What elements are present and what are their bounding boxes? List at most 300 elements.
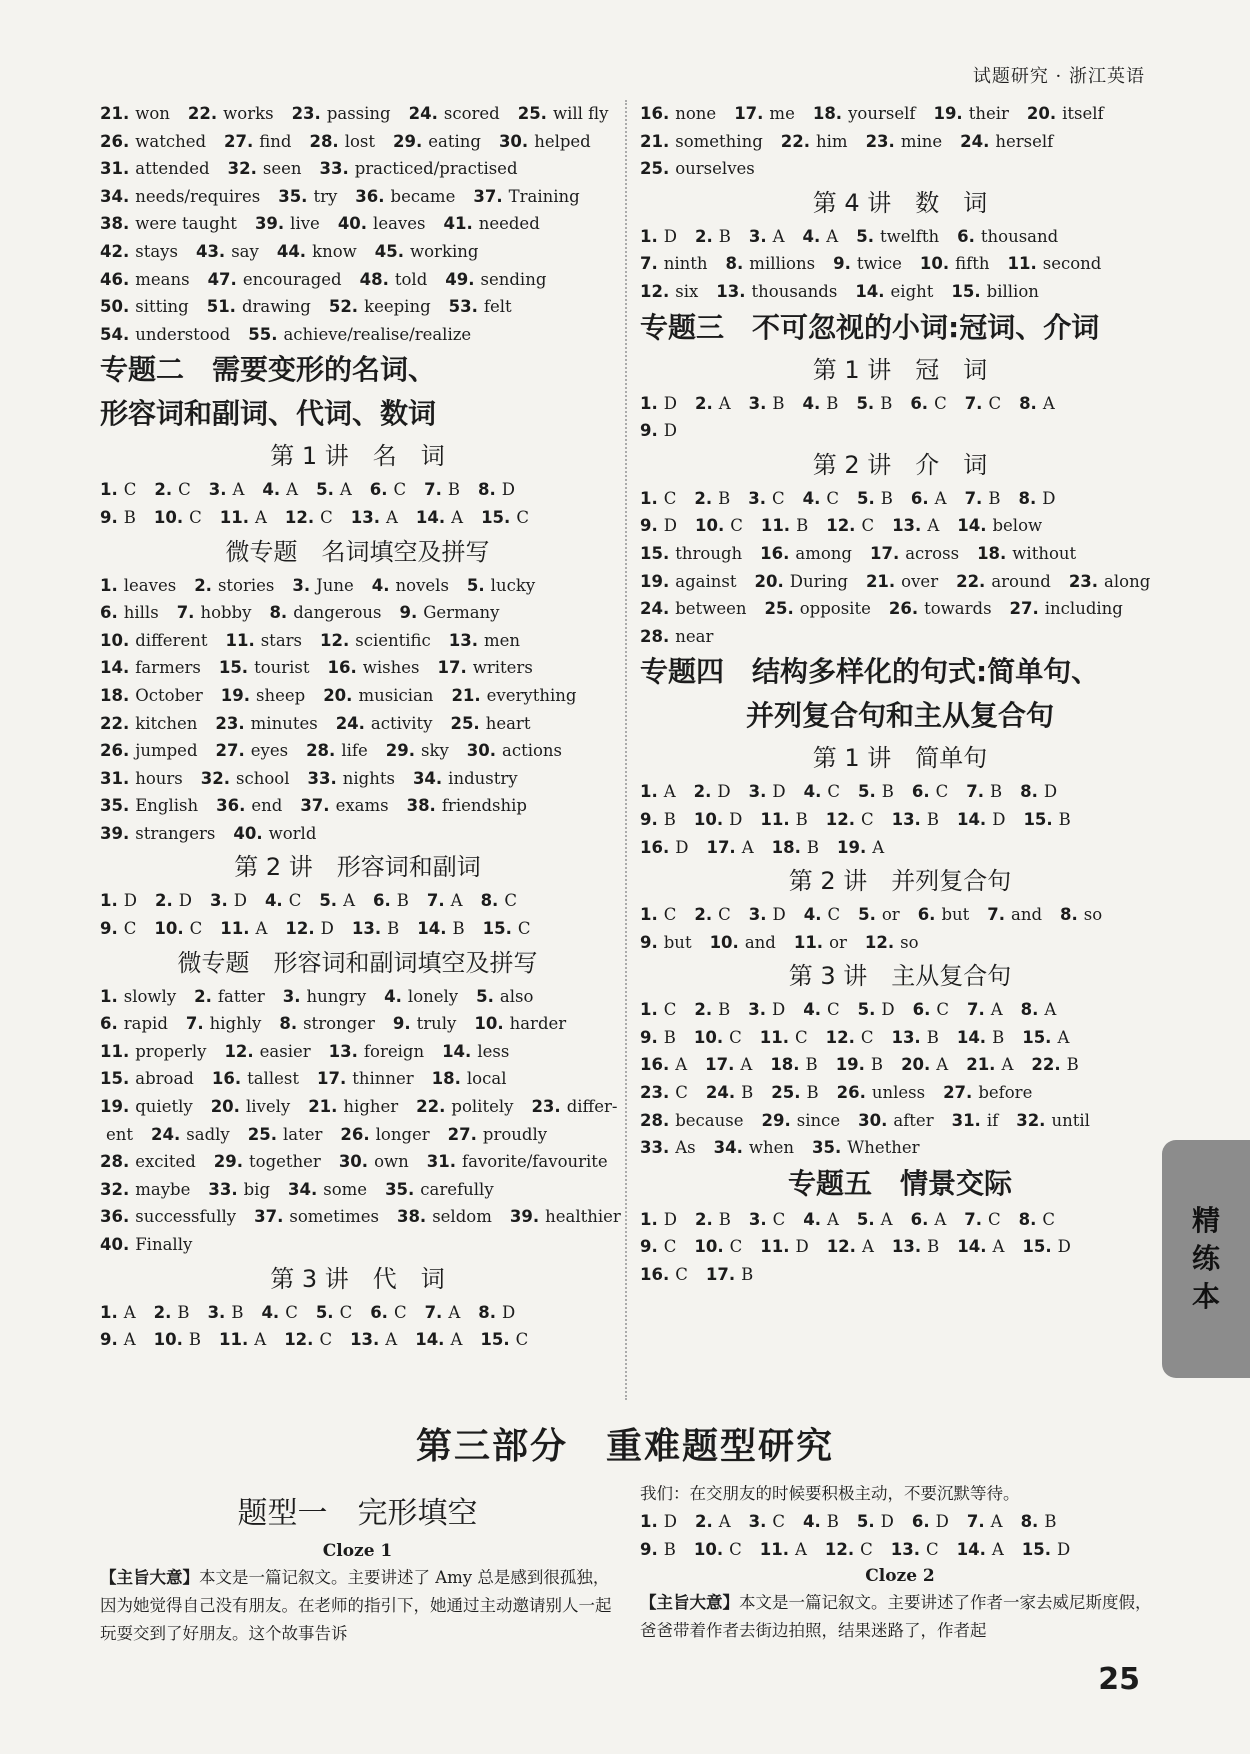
item-number: 12. [824,1539,855,1559]
item-answer: B [805,1055,818,1075]
item-answer: keeping [364,297,431,317]
item-number: 4. [803,1209,821,1229]
item-number: 19. [220,685,251,705]
item-number: 13. [448,630,479,650]
item-answer: and [744,932,776,952]
item-answer: C [288,891,302,911]
item-answer: local [466,1069,507,1089]
item-number: 20. [754,571,784,591]
item-number: 24. [640,599,670,619]
item-answer: B [1066,1055,1079,1075]
item-number: 21. [100,104,130,123]
item-answer: B [718,226,731,246]
item-answer: practiced/practised [354,159,518,179]
item-answer: D [880,1512,894,1531]
item-number: 35. [100,796,130,816]
item-answer: A [123,1302,136,1322]
item-number: 6. [373,891,391,911]
item-answer: harder [509,1014,567,1034]
item-answer: B [806,837,819,857]
answer-row [640,390,1160,418]
item-number: 5. [319,891,338,911]
lesson-heading: 第 2 讲 并列复合句 [788,867,1012,896]
item-number: 23. [1068,571,1099,591]
section-title: 题型一 完形填空 [237,1496,478,1531]
item-answer: when [748,1138,795,1158]
item-answer: C [936,1000,949,1020]
item-answer: hills [123,603,159,623]
item-number: 8. [1020,782,1038,802]
item-answer: encouraged [242,269,342,289]
item-answer: or [881,905,900,925]
item-answer: stronger [303,1014,375,1034]
answer-row [640,155,1160,183]
item-answer: B [796,516,809,536]
item-number: 2. [694,1512,713,1531]
item-answer: C [827,1000,840,1020]
item-answer: higher [343,1097,399,1117]
item-number: 1. [640,1209,658,1229]
item-number: 55. [248,324,278,344]
item-number: 13. [891,1027,921,1047]
lesson-heading: 第 2 讲 形容词和副词 [234,853,481,882]
item-number: 3. [207,1302,226,1322]
item-number: 2. [694,488,713,508]
item-answer: fifth [955,254,990,274]
item-number: 12. [826,516,856,536]
answer-row [100,128,615,156]
item-answer: C [827,905,841,925]
item-answer: attended [135,159,210,179]
item-answer: later [282,1124,323,1144]
answer-row [100,210,615,238]
item-number: 7. [966,1512,985,1531]
topic-heading: 并列复合句和主从复合句 [745,699,1054,733]
item-number: 1. [640,226,658,246]
item-number: 22. [780,131,811,151]
item-number: 9. [833,254,851,274]
item-number: 15. [1022,1237,1052,1257]
item-number: 6. [369,480,388,500]
item-answer: A [794,1539,807,1559]
item-number: 22. [100,713,130,733]
item-number: 14. [855,281,885,301]
item-number: 21. [640,131,670,151]
lesson-heading: 第 1 讲 名 词 [270,442,445,471]
item-number: 11. [760,809,790,829]
item-answer: C [772,488,785,508]
item-number: 9. [100,919,118,939]
item-answer: D [663,393,677,413]
item-number: 40. [100,1235,130,1254]
answer-row [100,1176,615,1204]
item-number: 37. [473,186,503,206]
item-answer: A [451,507,464,527]
item-answer: leaves [123,575,177,595]
item-number: 29. [393,131,423,151]
item-number: 31. [100,159,130,179]
summary-text: 本文是一篇记叙文。主要讲述了作者一家去威尼斯度假，爸爸带着作者去街边拍照，结果迷路了，作者起 [640,1593,1152,1641]
item-answer: scientific [355,630,431,650]
item-number: 10. [153,507,184,527]
item-number: 15. [1023,809,1053,829]
item-number: 24. [335,713,365,733]
item-answer: D [663,1512,677,1531]
item-answer: C [393,1302,407,1322]
item-answer: quietly [135,1097,193,1117]
item-number: 15. [482,919,512,939]
item-number: 19. [835,1055,865,1075]
left-column [100,100,621,1354]
item-answer: jumped [135,741,198,761]
item-answer: through [675,543,743,563]
item-answer: ourselves [675,159,755,179]
item-number: 8. [1018,488,1037,508]
item-number: 6. [957,226,975,246]
item-answer: A [675,1055,688,1075]
item-number: 39. [254,214,285,234]
answer-row [640,250,1160,278]
item-number: 9. [392,1014,411,1034]
item-number: 23. [865,131,895,151]
item-answer: thinner [352,1069,414,1089]
item-number: 7. [426,891,445,911]
item-number: 54. [100,324,130,344]
lesson-heading: 第 1 讲 简单句 [812,744,988,773]
item-answer: C [988,1209,1001,1229]
item-number: 6. [910,1209,929,1229]
answer-row [640,1261,1160,1289]
item-answer: D [123,891,137,911]
item-answer: C [772,1209,786,1229]
item-number: 27. [224,131,254,151]
answer-row [100,627,615,655]
item-number: 16. [640,1055,670,1075]
item-answer: stories [217,575,275,595]
item-number: 38. [396,1207,427,1227]
item-answer: D [1043,782,1058,802]
item-number: 25. [640,159,670,179]
item-answer: B [795,809,808,829]
item-number: 35. [385,1179,415,1199]
item-answer: A [991,1539,1004,1559]
answer-row [100,321,615,349]
summary-paragraph [640,1589,1160,1645]
item-answer: C [663,488,677,508]
item-number: 16. [211,1069,242,1089]
item-number: 44. [276,241,307,261]
item-number: 6. [910,488,929,508]
item-number: 53. [448,297,478,317]
item-answer: C [772,1512,786,1531]
item-answer: October [135,685,203,705]
item-number: 40. [233,823,263,843]
item-number: 10. [694,1237,724,1257]
item-number: 14. [100,658,130,678]
answer-row [640,417,1160,445]
item-answer: life [341,741,368,761]
item-number: 4. [803,782,822,802]
item-answer: B [123,507,136,527]
item-number: 22. [956,571,986,591]
answer-row [100,792,615,820]
item-number: 13. [351,919,382,939]
item-answer: B [741,1265,754,1285]
answer-row [100,266,615,294]
item-number: 12. [320,630,350,650]
item-number: 11. [793,932,824,952]
item-answer: A [740,1055,753,1075]
answer-row [640,1079,1160,1107]
item-number: 13. [891,1237,922,1257]
item-answer: B [231,1302,244,1322]
item-answer: successfully [135,1207,237,1227]
item-answer: stays [135,241,178,261]
item-answer: nights [342,768,395,788]
item-answer: politely [451,1097,514,1117]
item-answer: scored [443,104,500,123]
answer-row [640,540,1160,568]
item-answer: own [374,1152,409,1172]
item-number: 16. [640,837,670,857]
item-answer: During [789,571,848,591]
item-number: 2. [154,891,173,911]
item-number: 8. [1020,1512,1039,1531]
item-number: 25. [247,1124,277,1144]
item-answer: novels [395,575,449,595]
item-answer: became [390,186,456,206]
item-answer: abroad [135,1069,194,1089]
item-answer: hours [135,768,183,788]
item-number: 7. [964,488,983,508]
answer-row [100,100,615,128]
item-number: 1. [640,488,658,508]
answer-row [640,1233,1160,1261]
lesson-heading: 微专题 形容词和副词填空及拼写 [177,948,538,977]
item-number: 50. [100,297,130,317]
item-number: 9. [640,932,658,952]
item-answer: along [1104,571,1151,591]
item-answer: different [135,630,208,650]
item-number: 2. [694,1000,713,1020]
item-answer: B [880,393,893,413]
item-answer: highly [209,1014,262,1034]
item-number: 49. [445,269,475,289]
item-answer: lively [245,1097,291,1117]
item-answer: wishes [362,658,420,678]
item-number: 32. [100,1179,130,1199]
lesson-heading: 第 3 讲 主从复合句 [788,962,1012,991]
item-answer: means [135,269,190,289]
item-number: 8. [480,891,499,911]
item-answer: D [772,782,786,802]
item-number: 27. [447,1124,477,1144]
item-answer: twelfth [879,226,940,246]
side-tab [1162,1140,1250,1378]
item-answer: C [861,516,875,536]
item-answer: Whether [847,1138,920,1158]
item-number: 12. [864,932,895,952]
item-number: 11. [1007,254,1037,274]
answer-row [640,1024,1160,1052]
item-answer: healthier [545,1207,621,1227]
item-number: 12. [285,919,315,939]
answer-row [100,572,615,600]
item-number: 15. [951,281,981,301]
item-number: 11. [219,507,249,527]
item-answer: A [232,480,245,500]
item-number: 29. [761,1110,791,1130]
item-answer: watched [135,131,207,151]
item-number: 15. [100,1069,130,1089]
item-number: 16. [640,1265,670,1285]
item-answer: C [123,480,137,500]
answer-row [100,238,615,266]
item-number: 12. [640,281,670,301]
item-answer: Germany [423,603,500,623]
item-answer: D [772,905,786,925]
item-answer: sometimes [289,1207,379,1227]
item-answer: D [675,837,689,857]
item-answer: B [1044,1512,1057,1531]
item-answer: B [772,393,785,413]
item-answer: Training [508,186,580,206]
item-answer: B [718,488,731,508]
item-number: 5. [476,986,494,1006]
item-number: 11. [759,1027,789,1047]
item-answer: ent [106,1124,134,1144]
item-answer: A [826,226,839,246]
answer-row [640,278,1160,306]
item-answer: A [339,480,352,500]
item-answer: A [936,1055,949,1075]
item-number: 12. [284,507,315,527]
item-answer: heart [485,713,531,733]
item-answer: C [515,1330,529,1350]
item-answer: so [1083,905,1103,925]
item-answer: D [1057,1539,1071,1559]
item-number: 11. [760,1237,790,1257]
item-answer: C [178,480,191,500]
item-number: 3. [748,1209,767,1229]
answer-row [640,100,1160,128]
item-answer: hobby [200,603,252,623]
item-answer: A [254,1330,267,1350]
item-answer: excited [135,1152,196,1172]
item-answer: sky [420,741,449,761]
item-number: 32. [227,159,257,179]
answer-row [640,901,1160,929]
item-number: 10. [693,1027,724,1047]
item-answer: below [992,516,1043,536]
item-number: 29. [385,741,415,761]
item-number: 14. [442,1041,472,1061]
item-answer: slowly [123,986,177,1006]
item-number: 10. [153,1330,183,1350]
item-answer: will fly [552,104,609,123]
item-answer: strangers [135,823,216,843]
item-answer: six [675,281,699,301]
item-number: 3. [748,905,767,925]
item-answer: B [992,1027,1005,1047]
item-number: 3. [292,575,311,595]
item-number: 31. [426,1152,456,1172]
item-number: 30. [338,1152,369,1172]
item-answer: C [729,1539,742,1559]
item-number: 33. [208,1179,238,1199]
item-number: 2. [694,905,713,925]
item-answer: eight [890,281,934,301]
item-answer: C [517,919,531,939]
item-answer: B [741,1083,754,1103]
item-number: 7. [424,480,442,500]
item-number: 8. [1060,905,1078,925]
item-number: 3. [748,1000,767,1020]
answer-row [640,834,1160,862]
summary-tag: 【主旨大意】 [100,1568,199,1587]
item-answer: A [927,516,940,536]
item-number: 48. [359,269,389,289]
item-number: 2. [694,226,713,246]
item-number: 2. [154,480,173,500]
item-number: 26. [340,1124,370,1144]
item-number: 3. [748,488,767,508]
item-number: 4. [802,488,821,508]
item-answer: C [730,516,743,536]
item-answer: seldom [432,1207,492,1227]
item-number: 7. [640,254,658,274]
item-number: 10. [709,932,739,952]
item-number: 7. [966,1000,985,1020]
item-answer: maybe [135,1179,191,1199]
item-answer: D [1042,488,1056,508]
item-answer: foreign [363,1041,425,1061]
item-number: 2. [694,1209,713,1229]
item-answer: D [729,809,743,829]
item-number: 34. [100,186,130,206]
item-number: 20. [1026,104,1057,123]
item-number: 3. [748,393,767,413]
item-number: 14. [415,1330,445,1350]
item-number: 36. [355,186,385,206]
item-answer: fatter [217,986,265,1006]
item-number: 6. [911,782,930,802]
item-answer: felt [483,297,512,317]
item-answer: know [312,241,357,261]
item-answer: C [718,905,731,925]
answer-row [100,654,615,682]
item-answer: A [992,1237,1005,1257]
item-answer: A [990,1512,1003,1531]
item-answer: differ- [566,1097,618,1117]
item-number: 13. [350,1330,380,1350]
item-number: 9. [640,809,658,829]
item-number: 20. [210,1097,240,1117]
item-answer: B [188,1330,202,1350]
item-answer: A [123,1330,136,1350]
item-answer: A [1044,1000,1057,1020]
item-answer: D [1057,1237,1071,1257]
item-answer: mine [900,131,943,151]
item-answer: truly [416,1014,457,1034]
item-number: 5. [315,1302,334,1322]
item-answer: leaves [373,214,426,234]
item-number: 11. [100,1041,130,1061]
item-number: 11. [225,630,255,650]
item-number: 5. [316,480,334,500]
item-number: 3. [748,1512,767,1531]
item-number: 14. [417,919,447,939]
